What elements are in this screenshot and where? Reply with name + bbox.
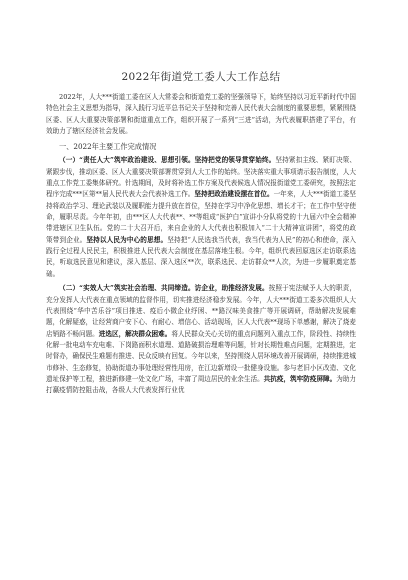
intro-paragraph: 2022年，人大***街道工委在区人大常委会和街道党工委的坚强领导下，始终坚持以习近平新时代中国特色社会主义思想为指导，深入践行习近平总书记关于坚持和完善人民代表大会制度的重要思想，紧紧围绕区委、区人大重要决策部署和街道重点工作，组织开展了一系列“三进”活动，为代表履职搭建了平台，有效助力了辖区经济社会发展。 (46, 93, 357, 136)
item-2-body-3: 为助力打赢疫情防控阻击战，各级人大代表发挥行业优 (46, 374, 357, 395)
item-2-body-2: 将人民群众关心关切的重点问题列入重点工作，阶段性、持续性化解一批电动车充电难、下岗路面积水道理、道路破损治理难等问题，针对长期性难点问题，定期推进，定时督办，确保民生难题有推进、民众反映有回复。今年以来，坚持围绕人居环境改善开展调研，持续推进城市修补、生态修复，协助街道办事处理经营性用房，在江边新增设一批健身设施。参与老旧小区改造、文化遗址保护等工程，推进新修建一处文化广场，丰富了周边居民的业余生活。 (46, 329, 357, 383)
item-2-body-1: 按照于宪法赋予人大的职责，充分发挥人大代表在重点领域的监督作用，切实推进经济稳步发展。今年，人大***街道工委多次组织人大代表围绕“华中苦乐谷”项目推进、疫后小微企业纾困、**路汉味美食推广等开展调研，帮助解决发展难题，化解疑惑，让经营商户安下心、有耐心、增信心、活动现场，区人大代表**现场下单感谢，解决了烧麦店销路不畅问题。 (46, 284, 356, 338)
item-1-body-2: 一年来，人大***街道工委坚持将政治学习、理论武装以及履职能力提升放在首位，坚持在学习中净化思想、增长才干；在工作中坚守使命，履职尽责。今年年初，由***区人大代表**、**等组成“医护白”宣讲小分队将党的十九届六中全会精神带进辖区卫生队伍。党的二十大召开后，来自企业的人大代表也积极加入“二十大精神宣讲团”，将党的政策带到企业。 (46, 190, 357, 244)
item-2-lead-2: 进选区，解决群众困难。 (98, 329, 172, 338)
section-heading: 一、2022年主要工作完成情况 (59, 142, 157, 152)
section-item-1-paragraph-1 (46, 155, 356, 280)
document-title: 2022年街道党工委人大工作总结 (121, 71, 281, 83)
item-1-lead-2: 坚持把政治建设摆在首位。 (194, 190, 274, 199)
item-2-lead: （二）“实效人大”筑实社会治理、共同缔造。访企业，助推经济发展。 (59, 284, 269, 293)
item-1-lead-3: 坚持以人民为中心的思想。 (86, 235, 168, 244)
item-2-lead-3: 共抗疫，筑牢防疫屏障。 (263, 374, 337, 383)
document-page (46, 0, 356, 580)
item-1-body-3: 坚持把“人民选我当代表，我当代表为人民”的初心和使命，深入践行全过程人民民主，积极推进人民代表大会制度在基层落地生根。今年，组织代表回原选区走访联系选民，听取选民意见和建议，深入基层、深入选区**次，联系选民、走访群众**人次，为进一步履职奠定基础。 (46, 235, 357, 278)
section-item-2-paragraph-1 (46, 283, 356, 396)
item-1-body-1: 坚持紧扣主线、紧盯决策、紧跟步伐，推动区委、区人大重要决策部署贯穿到人大工作的始终。坚决落实重大事项请示报告制度，人大重点工作党工委集体研究。针选期间，及时将补选工作方案及代表候选人情况报街道党工委研究，按照法定程序完成***区第**届人民代表大会代表补选工作。 (46, 156, 356, 199)
item-1-lead: （一）“责任人大”筑牢政治建设、思想引领。坚持把党的领导贯穿始终。 (59, 156, 276, 165)
